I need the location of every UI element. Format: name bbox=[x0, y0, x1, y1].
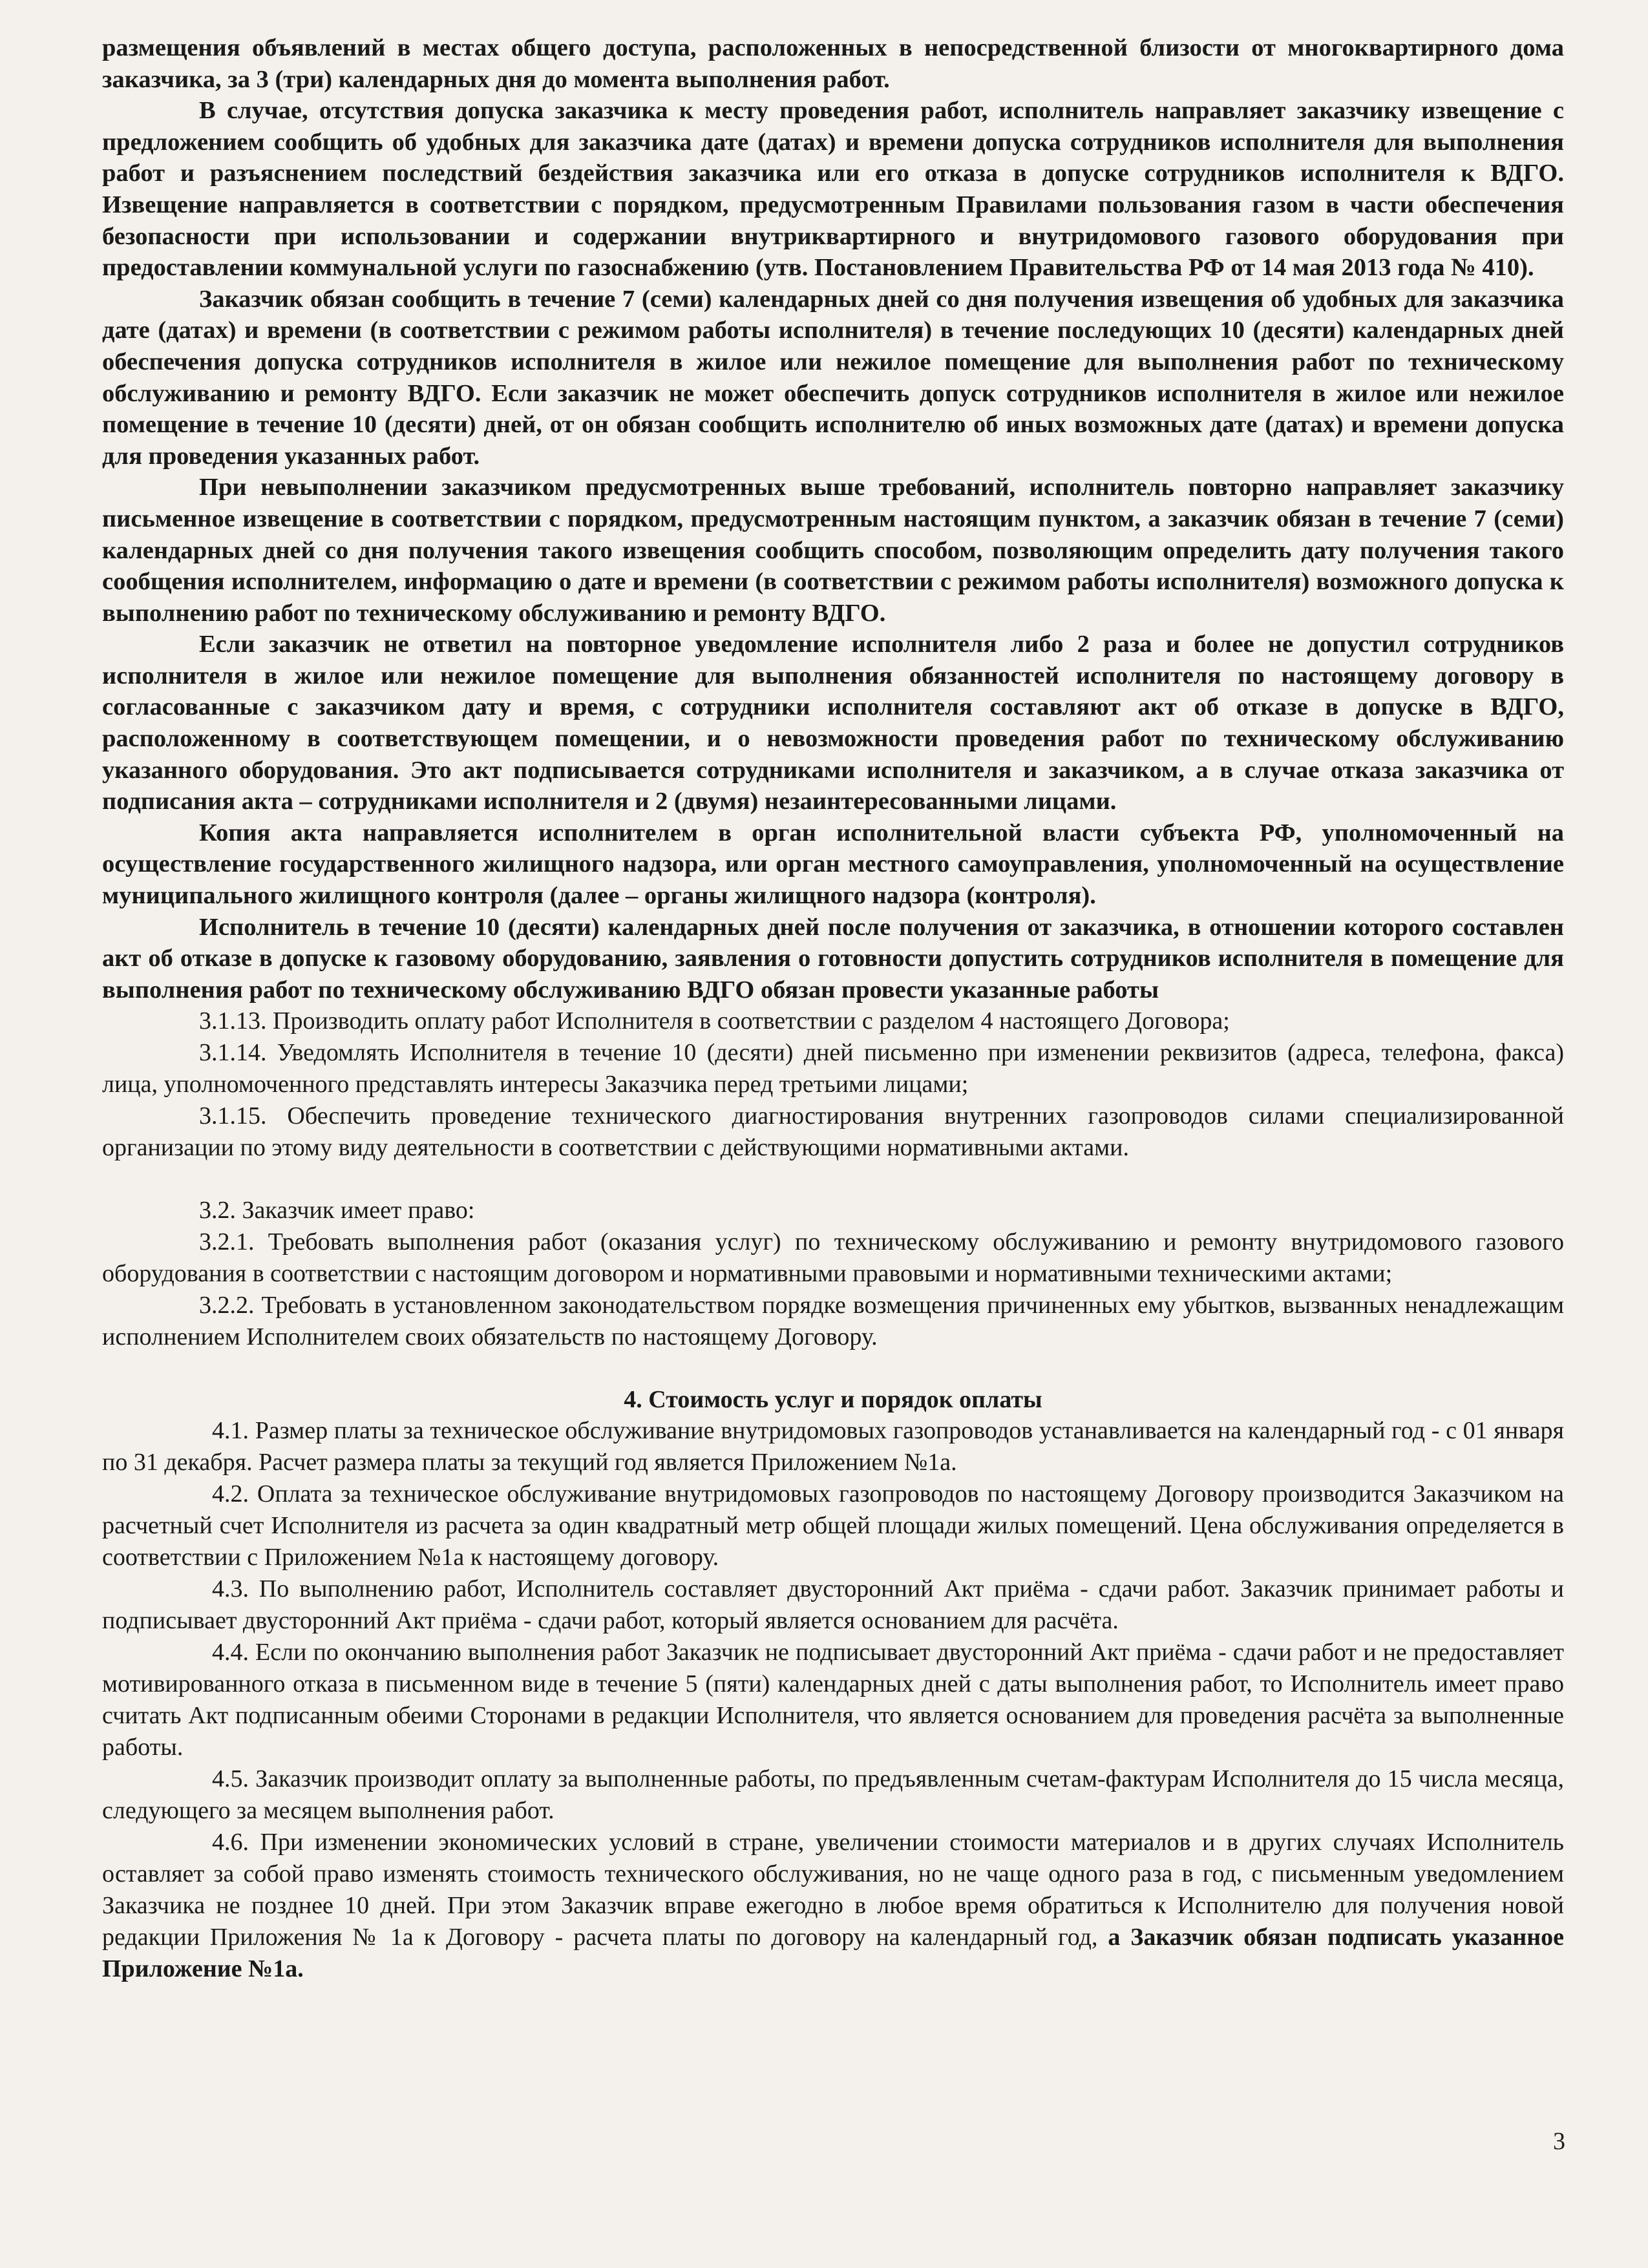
paragraph-customer-must-report: Заказчик обязан сообщить в течение 7 (семи) календарных дней со дня получения извещения об удобных для заказчика дате (датах) и времени (в соответствии с режимом работы исполнителя) в течение последующих 10 (десяти) календарных дней обеспечения допуска сотрудников исполнителя в жилое или нежилое помещение для выполнения работ по техническому обслуживанию и ремонту ВДГО. Если заказчик не может обеспечить допуск сотрудников исполнителя в жилое или нежилое помещение в течение 10 (десяти) дней, от он обязан сообщить исполнителю об иных возможных дате (датах) и времени допуска для проведения указанных работ. bbox=[102, 285, 1564, 470]
paragraph-contractor-within-10-days: Исполнитель в течение 10 (десяти) календарных дней после получения от заказчика, в отношении которого составлен акт об отказе в допуске к газовому оборудованию, заявления о готовности допустить сотрудников исполнителя в помещение для выполнения работ по техническому обслуживанию ВДГО обязан провести указанные работы bbox=[102, 913, 1564, 1003]
clause-4-1: 4.1. Размер платы за техническое обслуживание внутридомовых газопроводов устанавливается на календарный год - с 01 января по 31 декабря. Расчет размера платы за текущий год является Приложением №1а. bbox=[102, 1417, 1564, 1476]
paragraph-refusal-act: Если заказчик не ответил на повторное уведомление исполнителя либо 2 раза и более не допустил сотрудников исполнителя в жилое или нежилое помещение для выполнения обязанностей исполнителя по настоящему договору в согласованные с заказчиком дату и время, с сотрудники исполнителя составляют акт об отказе в допуске в ВДГО, расположенному в соответствующем помещении, и о невозможности проведения работ по техническому обслуживанию указанного оборудования. Это акт подписывается сотрудниками исполнителя и заказчиком, а в случае отказа заказчика от подписания акта – сотрудниками исполнителя и 2 (двумя) незаинтересованными лицами. bbox=[102, 631, 1564, 815]
clause-3-1-13: 3.1.13. Производить оплату работ Исполнителя в соответствии с разделом 4 настоящего Договора; bbox=[199, 1007, 1230, 1035]
clause-3-1-15: 3.1.15. Обеспечить проведение технического диагностирования внутренних газопроводов силами специализированной организации по этому виду деятельности в соответствии с действующими нормативными актами. bbox=[102, 1102, 1564, 1162]
clause-3-2-2: 3.2.2. Требовать в установленном законодательством порядке возмещения причиненных ему убытков, вызванных ненадлежащим исполнением Исполнителем своих обязательств по настоящему Договору. bbox=[102, 1292, 1564, 1351]
paragraph-absence-of-access: В случае, отсутствия допуска заказчика к месту проведения работ, исполнитель направляет заказчику извещение с предложением сообщить об удобных для заказчика дате (датах) и времени допуска сотрудников исполнителя для выполнения работ и разъяснением последствий бездействия заказчика или его отказа в допуске сотрудников исполнителя к ВДГО. Извещение направляется в соответствии с порядком, предусмотренным Правилами пользования газом в части обеспечения безопасности при использовании и содержании внутриквартирного и внутридомового газового оборудования при предоставлении коммунальной услуги по газоснабжению (утв. Постановлением Правительства РФ от 14 мая 2013 года № 410). bbox=[102, 97, 1564, 282]
section-4-title: 4. Стоимость услуг и порядок оплаты bbox=[624, 1386, 1042, 1414]
document-page bbox=[102, 32, 1564, 1985]
clause-4-3: 4.3. По выполнению работ, Исполнитель составляет двусторонний Акт приёма - сдачи работ. Заказчик принимает работы и подписывает двусторонний Акт приёма - сдачи работ, который является основанием для расчёта. bbox=[102, 1575, 1564, 1635]
clause-4-5: 4.5. Заказчик производит оплату за выполненные работы, по предъявленным счетам-фактурам Исполнителя до 15 числа месяца, следующего за месяцем выполнения работ. bbox=[102, 1765, 1564, 1825]
clause-4-4: 4.4. Если по окончанию выполнения работ Заказчик не подписывает двусторонний Акт приёма - сдачи работ и не предоставляет мотивированного отказа в письменном виде в течение 5 (пяти) календарных дней с даты выполнения работ, то Исполнитель имеет право считать Акт подписанным обеими Сторонами в редакции Исполнителя, что является основанием для проведения расчёта за выполненные работы. bbox=[102, 1639, 1564, 1761]
clause-4-6-text: 4.6. При изменении экономических условий в стране, увеличении стоимости материалов и в других случаях Исполнитель оставляет за собой право изменять стоимость технического обслуживания, но не чаще одного раза в год, с письменным уведомлением Заказчика не позднее 10 дней. При этом Заказчик вправе ежегодно в любое время обратиться к Исполнителю для получения новой редакции Приложения № 1а к Договору - расчета платы по договору на календарный год, bbox=[102, 1829, 1564, 1951]
clause-3-2: 3.2. Заказчик имеет право: bbox=[199, 1197, 475, 1224]
clause-3-1-14: 3.1.14. Уведомлять Исполнителя в течение 10 (десяти) дней письменно при изменении реквизитов (адреса, телефона, факса) лица, уполномоченного представлять интересы Заказчика перед третьими лицами; bbox=[102, 1039, 1564, 1098]
page-number: 3 bbox=[1553, 2128, 1565, 2155]
paragraph-notice-announcements: размещения объявлений в местах общего доступа, расположенных в непосредственной близости от многоквартирного дома заказчика, за 3 (три) календарных дня до момента выполнения работ. bbox=[102, 34, 1564, 93]
clause-3-2-1: 3.2.1. Требовать выполнения работ (оказания услуг) по техническому обслуживанию и ремонту внутридомового газового оборудования в соответствии с настоящим договором и нормативными правовыми и нормативными техническими актами; bbox=[102, 1228, 1564, 1288]
clause-4-2: 4.2. Оплата за техническое обслуживание внутридомовых газопроводов по настоящему Договору производится Заказчиком на расчетный счет Исполнителя из расчета за один квадратный метр общей площади жилых помещений. Цена обслуживания определяется в соответствии с Приложением №1а к настоящему договору. bbox=[102, 1480, 1564, 1571]
clause-4-6-bold-text: а Заказчик обязан подписать указанное Приложение №1а. bbox=[102, 1924, 1564, 1983]
paragraph-repeated-notice: При невыполнении заказчиком предусмотренных выше требований, исполнитель повторно направляет заказчику письменное извещение в соответствии с порядком, предусмотренным настоящим пунктом, а заказчик обязан в течение 7 (семи) календарных дней со дня получения такого извещения сообщить способом, позволяющим определить дату получения такого сообщения исполнителем, информацию о дате и времени (в соответствии с режимом работы исполнителя) возможного допуска к выполнению работ по техническому обслуживанию и ремонту ВДГО. bbox=[102, 474, 1564, 627]
clause-4-6 bbox=[102, 1827, 1564, 1985]
paragraph-act-copy: Копия акта направляется исполнителем в орган исполнительной власти субъекта РФ, уполномоченный на осуществление государственного жилищного надзора, или орган местного самоуправления, уполномоченный на осуществление муниципального жилищного контроля (далее – органы жилищного надзора (контроля). bbox=[102, 819, 1564, 910]
